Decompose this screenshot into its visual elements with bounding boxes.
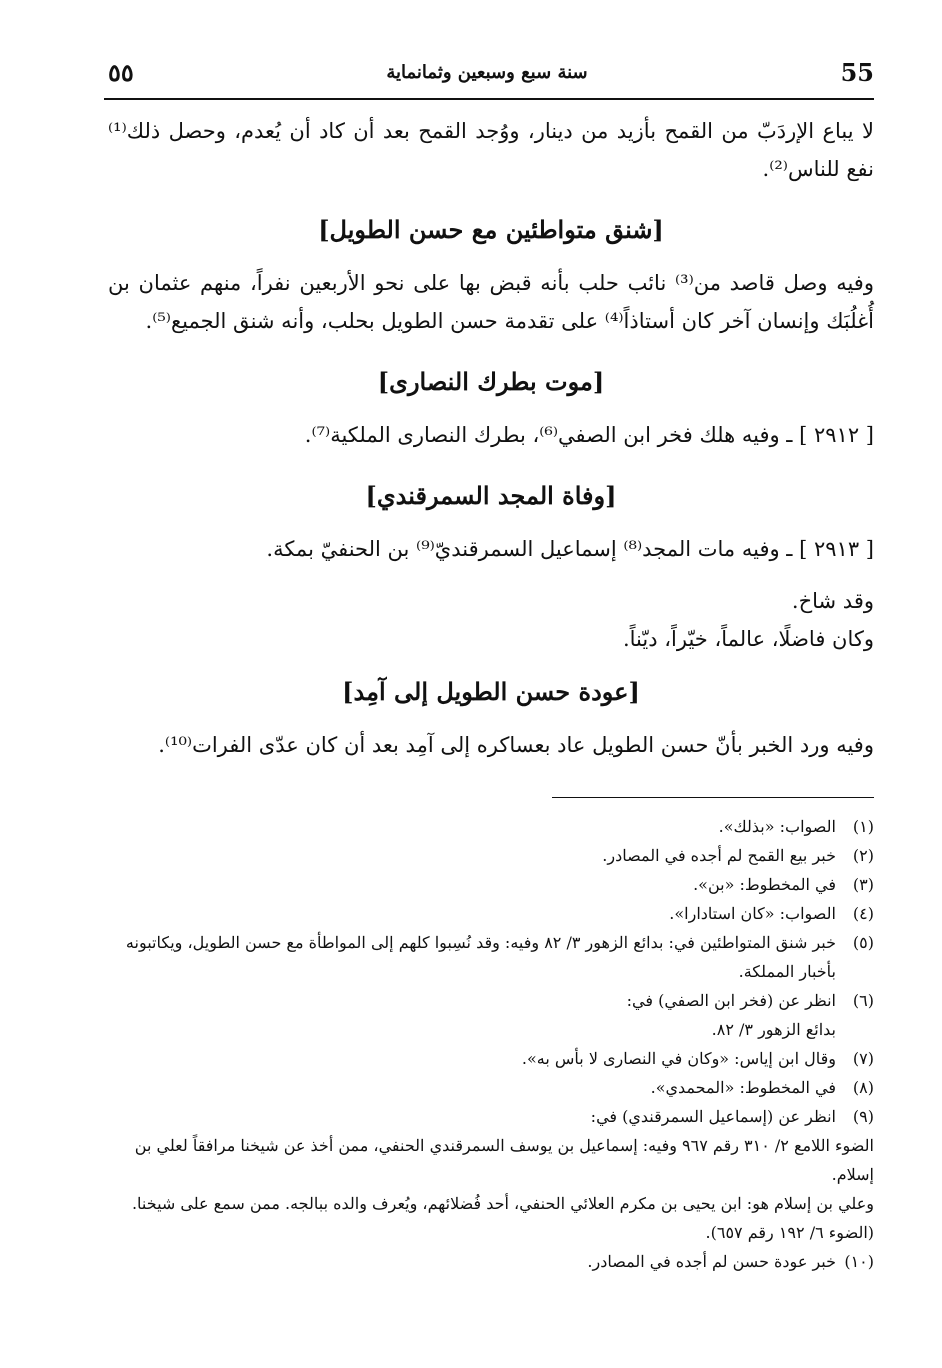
paragraph-2: وفيه وصل قاصد من⁽³⁾ نائب حلب بأنه قبض بها على نحو الأربعين نفراً، منهم عثمان بن أُغلُبَك وإنسان آخر كان أستاذاً⁽⁴⁾ على تقدمة حسن الطويل بحلب، وأنه شنق الجميع⁽⁵⁾.	[108, 271, 874, 333]
footnote-text: خبر عودة حسن لم أجده في المصادر.	[587, 1252, 836, 1271]
footnote-text: الصواب: «بذلك».	[718, 817, 836, 836]
heading-return: [عودة حسن الطويل إلى آمِد]	[342, 677, 640, 706]
footnote-item	[104, 899, 874, 928]
footnote-item	[104, 1247, 874, 1276]
footnote-text: في المخطوط: «بن».	[693, 875, 836, 894]
footnote-item	[104, 812, 874, 841]
footnote-number: (١)	[852, 817, 874, 836]
footnote-item	[104, 1102, 874, 1131]
footnote-text: خبر شنق المتواطئين في: بدائع الزهور ٣/ ٨٢ وفيه: وقد نُسِبوا كلهم إلى المواطأة مع حسن الطويل، ويكاتبونه بأخبار المملكة.	[125, 933, 836, 981]
footnote-number: (٩)	[852, 1107, 874, 1126]
main-text	[108, 112, 874, 764]
entry-2913: [ ٢٩١٣ ] ـ وفيه مات المجد⁽⁸⁾ إسماعيل السمرقنديّ⁽⁹⁾ بن الحنفيّ بمكة.	[266, 537, 874, 561]
paragraph-1: لا يباع الإردَبّ من القمح بأزيد من دينار، ووُجد القمح بعد أن كاد أن يُعدم، وحصل ذلك⁽¹⁾ نفع للناس⁽²⁾.	[108, 119, 874, 181]
footnote-number: (٥)	[852, 933, 874, 952]
footnote-continuation: بدائع الزهور ٣/ ٨٢.	[711, 1020, 836, 1039]
footnote-number: (٧)	[852, 1049, 874, 1068]
footnote-item	[104, 986, 874, 1044]
running-title: سنة سبع وسبعين وثمانماية	[386, 62, 588, 83]
heading-hanging: [شنق متواطئين مع حسن الطويل]	[318, 215, 664, 244]
footnote-text: في المخطوط: «المحمدي».	[650, 1078, 836, 1097]
footnote-text: خبر بيع القمح لم أجده في المصادر.	[602, 846, 836, 865]
footnote-item	[104, 870, 874, 899]
page-number-latin: 55	[840, 58, 874, 87]
page-header	[100, 58, 874, 98]
footnote-text: وقال ابن إياس: «وكان في النصارى لا بأس به».	[521, 1049, 836, 1068]
header-rule	[104, 98, 874, 100]
paragraph-3: وفيه ورد الخبر بأنّ حسن الطويل عاد بعساكره إلى آمِد بعد أن كان عدّى الفرات⁽¹⁰⁾.	[158, 733, 874, 757]
line-virtues: وكان فاضلًا، عالماً، خيّراً، ديّناً.	[622, 627, 874, 651]
footnote-number: (٦)	[852, 991, 874, 1010]
page-number-arabic: ٥٥	[108, 58, 134, 87]
footnote-text: انظر عن (فخر ابن الصفي) في:	[626, 991, 836, 1010]
footnote-number: (٣)	[852, 875, 874, 894]
footnote-item	[104, 1073, 874, 1102]
footnote-continuation: الضوء اللامع ٢/ ٣١٠ رقم ٩٦٧ وفيه: إسماعيل بن يوسف السمرقندي الحنفي، ممن أخذ عن شيخنا مرافقاً لعلي بن إسلام.	[134, 1136, 874, 1184]
footnote-number: (٤)	[852, 904, 874, 923]
footnotes	[104, 812, 874, 1276]
line-old-age: وقد شاخ.	[791, 589, 874, 613]
footnote-text: الصواب: «كان استادارا».	[669, 904, 836, 923]
footnote-number: (٨)	[852, 1078, 874, 1097]
footnote-rule	[552, 797, 874, 798]
heading-majd: [وفاة المجد السمرقندي]	[365, 481, 617, 510]
footnote-item	[104, 841, 874, 870]
footnote-number: (١٠)	[844, 1252, 874, 1271]
footnote-item	[104, 928, 874, 986]
heading-patriarch: [موت بطرك النصارى]	[377, 367, 605, 396]
footnote-continuation: وعلي بن إسلام هو: ابن يحيى بن مكرم العلائي الحنفي، أحد فُضلائهم، ويُعرف والده ببالجه. ممن سمع على شيخنا. (الضوء ٦/ ١٩٢ رقم ٦٥٧).	[131, 1194, 874, 1242]
entry-2912: [ ٢٩١٢ ] ـ وفيه هلك فخر ابن الصفي⁽⁶⁾، بطرك النصارى الملكية⁽⁷⁾.	[304, 423, 874, 447]
footnote-text: انظر عن (إسماعيل السمرقندي) في:	[590, 1107, 836, 1126]
footnote-item	[104, 1044, 874, 1073]
footnote-number: (٢)	[852, 846, 874, 865]
